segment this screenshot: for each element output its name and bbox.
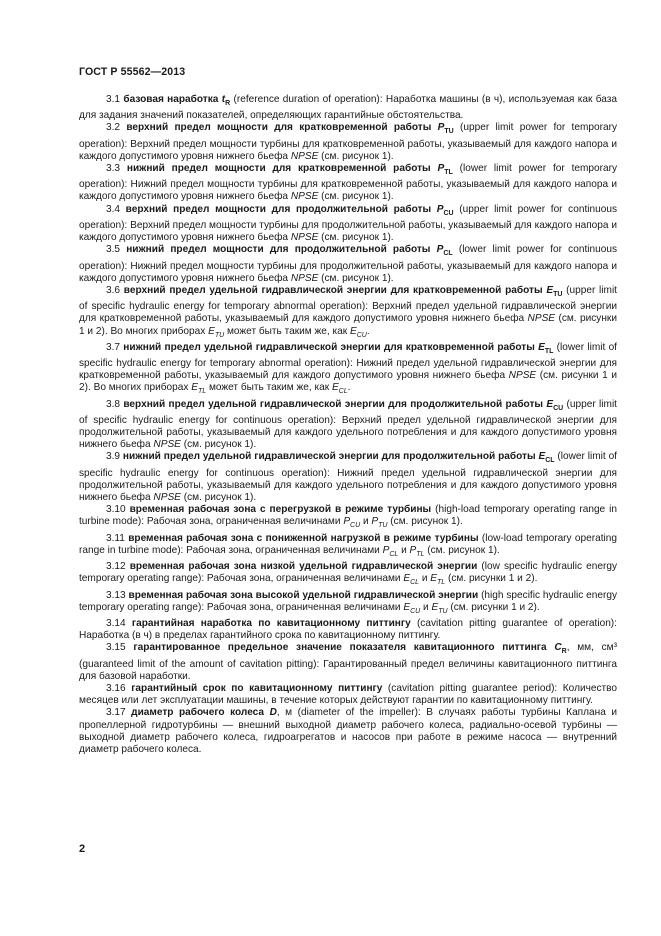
clause-number: 3.8	[106, 398, 124, 410]
term: нижний предел удельной гидравлической энергии для кратковременной работы $E_{TL}$	[123, 341, 554, 355]
clause-number: 3.1	[106, 94, 124, 105]
clause-number: 3.3	[106, 163, 127, 175]
page-number: 2	[79, 843, 86, 855]
clause-number: 3.5	[106, 244, 127, 256]
term: верхний предел удельной гидравлической энергии для продолжительной работы $E_{CU}$	[123, 398, 564, 412]
definition-text: (reference duration of operation): Наработка машины (в ч), используемая как база для задания значений показателей, определяющих гарантийные обстоятельства.	[79, 94, 617, 122]
definition-paragraph	[79, 163, 617, 204]
definition-text: , м (diameter of the impeller): В случаях работы турбины Каплана и пропеллерной гидротурбины — внешний выходной диаметр рабочего колеса, радиально-осевой турбины — выходной диаметр рабочего колеса, гидроагрегатов и насосов при работе в режиме насоса — внутренний диаметр рабочего колеса.	[79, 707, 617, 755]
clause-number: 3.14	[106, 617, 132, 629]
definition-text: (cavitation pitting guarantee period): Количество месяцев или лет эксплуатации машины, в течение которых действуют гарантии по кавитационному питтингу.	[79, 682, 617, 707]
definition-text: (cavitation pitting guarantee of operation): Наработка (в ч) в пределах гарантийного срока по кавитационному питтингу.	[79, 617, 617, 642]
term: гарантийный срок по кавитационному питтингу	[131, 682, 383, 694]
term: верхний предел мощности для кратковременной работы $P_{TU}$	[126, 122, 454, 136]
definition-text: , мм, см³ (guaranteed limit of the amount of cavitation pitting): Гарантированный предел величины кавитационного питтинга для базовой наработки.	[79, 642, 617, 682]
clause-number: 3.15	[106, 642, 134, 654]
definition-paragraph	[79, 451, 617, 504]
term: верхний предел мощности для продолжительной работы $P_{CU}$	[125, 203, 454, 217]
definition-paragraph	[79, 122, 617, 163]
clause-number: 3.4	[106, 203, 126, 215]
term: гарантийная наработка по кавитационному питтингу	[131, 617, 411, 629]
definition-paragraph	[79, 533, 617, 561]
clause-number: 3.2	[106, 122, 127, 134]
definition-paragraph	[79, 504, 617, 532]
term: временная рабочая зона низкой удельной гидравлической энергии	[129, 561, 478, 573]
term: временная рабочая зона с перегрузкой в режиме турбины	[129, 504, 432, 516]
term: нижний предел удельной гидравлической энергии для продолжительной работы $E_{CL}$	[122, 451, 555, 465]
definition-text: (high-load temporary operating range in turbine mode): Рабочая зона, ограниченная величинами $P_{CU}$ и $P_{TU}$ (см. рисунок 1).	[79, 504, 617, 530]
definition-text: (upper limit power for temporary operation): Верхний предел мощности турбины для кратковременной работы, указываемый для каждого напора и каждого допустимого уровня нижнего бьефа NPSE (см. рисунок 1).	[79, 122, 617, 162]
definition-paragraph	[79, 342, 617, 399]
clause-number: 3.17	[106, 707, 132, 719]
definition-text: (lower limit of specific hydraulic energy for continuous operation): Нижний предел удельной гидравлической энергии для продолжительной работы, указываемый для каждого удельного потребления и для каждого допустимого уровня нижнего бьефа NPSE (см. рисунок 1).	[79, 451, 617, 504]
definition-text: (lower limit power for continuous operation): Нижний предел мощности турбины для продолжительной работы, указываемый для каждого напора и каждого допустимого уровня нижнего бьефа NPSE (см. рисунок 1).	[79, 244, 617, 284]
clause-number: 3.12	[106, 561, 130, 573]
clause-number: 3.9	[106, 451, 123, 463]
definition-paragraph	[79, 94, 617, 122]
clause-number: 3.11	[106, 532, 129, 544]
clause-number: 3.16	[106, 682, 132, 694]
document-body	[79, 94, 617, 756]
clause-number: 3.10	[106, 504, 130, 516]
definition-paragraph	[79, 399, 617, 452]
term: нижний предел мощности для продолжительной работы $P_{CL}$	[126, 244, 453, 258]
definition-text: (upper limit power for continuous operation): Верхний предел мощности турбины для продолжительной работы, указываемый для каждого напора и каждого допустимого уровня нижнего бьефа NPSE (см. рисунок 1).	[79, 203, 617, 244]
definition-text: (upper limit of specific hydraulic energy for continuous operation): Верхний предел удельной гидравлической энергии для продолжительной работы, указываемый для каждого удельного потребления и для каждого допустимого уровня нижнего бьефа NPSE (см. рисунок 1).	[79, 398, 617, 451]
term: верхний предел удельной гидравлической энергии для кратковременной работы $E_{TU}$	[123, 284, 563, 298]
term: нижний предел мощности для кратковременной работы $P_{TL}$	[126, 163, 453, 177]
definition-paragraph	[79, 642, 617, 683]
definition-text: (low specific hydraulic energy temporary operating range): Рабочая зона, ограниченная величинами $E_{CL}$ и $E_{TL}$ (см. рисунки 1 и 2).	[79, 561, 618, 587]
definition-text: (high specific hydraulic energy temporary operating range): Рабочая зона, ограниченная величинами $E_{CU}$ и $E_{TU}$ (см. рисунки 1 и 2).	[79, 589, 618, 615]
term: гарантированное предельное значение показателя кавитационного питтинга $C_R$	[133, 642, 567, 656]
definition-text: (lower limit power for temporary operation): Нижний предел мощности турбины для кратковременной работы, указываемый для каждого напора и каждого допустимого уровня нижнего бьефа NPSE (см. рисунок 1).	[79, 163, 618, 203]
clause-number: 3.6	[106, 284, 124, 296]
term: временная рабочая зона с пониженной нагрузкой в режиме турбины	[128, 532, 479, 544]
term: базовая наработка $t_R$	[123, 94, 231, 108]
definition-text: (lower limit of specific hydraulic energy for temporary abnormal operation): Нижний предел удельной гидравлической энергии для кратковременной работы, указываемый для каждого допустимого уровня нижнего бьефа NPSE (см. рисунки 1 и 2). Во многих приборах $E_{TL}$ может быть таким же, как $E_{CL}$.	[79, 341, 617, 396]
document-header: ГОСТ Р 55562—2013	[79, 66, 186, 78]
definition-paragraph	[79, 285, 617, 342]
definition-paragraph	[79, 590, 617, 618]
term: диаметр рабочего колеса D	[131, 707, 277, 719]
definition-text: (low-load temporary operating range in turbine mode): Рабочая зона, ограниченная величинами $P_{CL}$ и $P_{TL}$ (см. рисунок 1).	[79, 532, 617, 558]
term: временная рабочая зона высокой удельной гидравлической энергии	[128, 589, 479, 601]
definition-paragraph	[79, 204, 617, 245]
definition-paragraph	[79, 618, 617, 642]
definition-paragraph	[79, 244, 617, 285]
definition-paragraph	[79, 707, 617, 756]
clause-number: 3.13	[106, 589, 129, 601]
definition-paragraph	[79, 561, 617, 589]
clause-number: 3.7	[106, 341, 124, 353]
definition-text: (upper limit of specific hydraulic energy for temporary abnormal operation): Верхний предел удельной гидравлической энергии для кратковременной работы, указываемый для каждого допустимого уровня нижнего бьефа NPSE (см. рисунки 1 и 2). Во многих приборах $E_{TU}$ может быть таким же, как $E_{CU}$.	[79, 284, 617, 339]
definition-paragraph	[79, 683, 617, 707]
